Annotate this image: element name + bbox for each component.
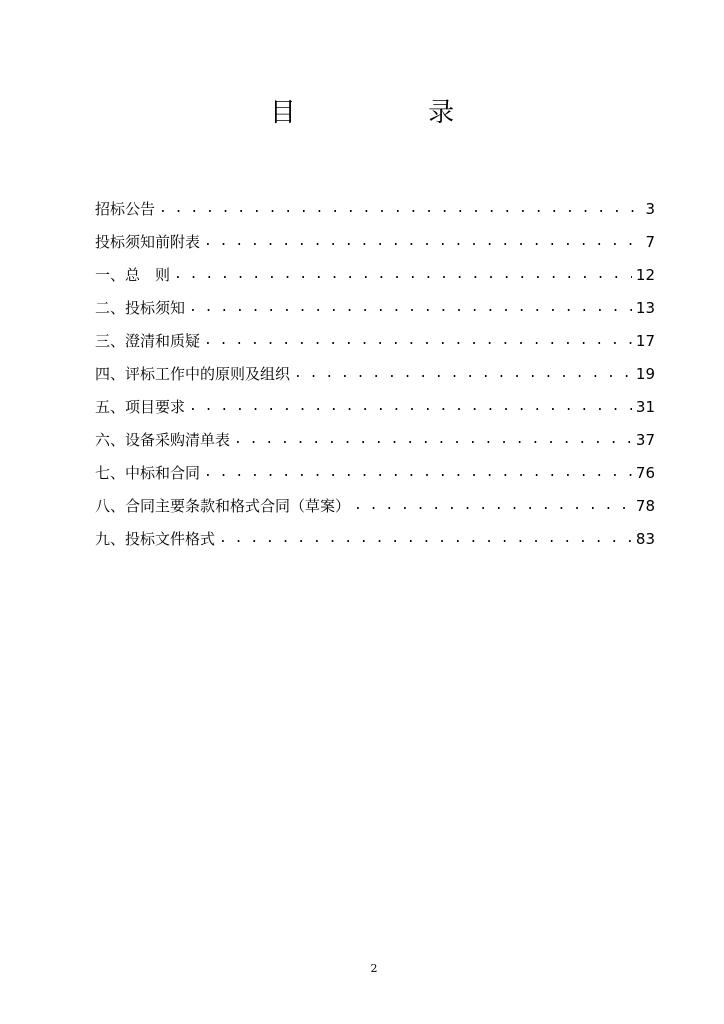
toc-entry-page: 13 xyxy=(635,299,655,317)
toc-entry-number: 一、 xyxy=(95,266,126,284)
toc-entry-label: 招标公告 xyxy=(95,200,156,218)
toc-entry[interactable] xyxy=(95,296,655,329)
toc-leader-dots xyxy=(204,461,632,485)
toc-entry-label: 项目要求 xyxy=(125,398,186,416)
toc-entry-label: 投标文件格式 xyxy=(125,530,216,548)
toc-leader-dots xyxy=(159,197,641,221)
toc-entry-page: 83 xyxy=(635,530,655,548)
page-number: 2 xyxy=(370,962,378,975)
toc-entry[interactable] xyxy=(95,263,655,296)
toc-entry-number: 八、 xyxy=(95,497,126,515)
toc-entry-label: 设备采购清单表 xyxy=(125,431,231,449)
toc-leader-dots xyxy=(204,230,641,254)
toc-entry-number: 二、 xyxy=(95,299,126,317)
toc-entry[interactable] xyxy=(95,395,655,428)
toc-entry-number: 六、 xyxy=(95,431,126,449)
toc-entry[interactable] xyxy=(95,461,655,494)
toc-leader-dots xyxy=(189,395,632,419)
toc-leader-dots xyxy=(204,329,632,353)
toc-entry-number: 四、 xyxy=(95,365,126,383)
toc-entry[interactable] xyxy=(95,428,655,461)
table-of-contents xyxy=(95,197,655,560)
toc-entry[interactable] xyxy=(95,362,655,395)
toc-leader-dots xyxy=(189,296,632,320)
toc-entry-label: 投标须知前附表 xyxy=(95,233,201,251)
toc-entry[interactable] xyxy=(95,197,655,230)
toc-leader-dots xyxy=(174,263,632,287)
toc-entry-page: 17 xyxy=(635,332,655,350)
toc-entry-label: 投标须知 xyxy=(125,299,186,317)
toc-entry-label: 总 则 xyxy=(125,266,171,284)
toc-entry-number: 七、 xyxy=(95,464,126,482)
toc-title: 目 录 xyxy=(269,98,517,128)
toc-entry-page: 37 xyxy=(635,431,655,449)
toc-entry[interactable] xyxy=(95,494,655,527)
toc-entry[interactable] xyxy=(95,329,655,362)
toc-entry[interactable] xyxy=(95,527,655,560)
toc-entry-page: 76 xyxy=(635,464,655,482)
toc-entry-label: 合同主要条款和格式合同（草案） xyxy=(125,497,351,515)
toc-entry-page: 78 xyxy=(635,497,655,515)
toc-entry-label: 评标工作中的原则及组织 xyxy=(125,365,291,383)
toc-leader-dots xyxy=(234,428,632,452)
toc-entry-page: 31 xyxy=(635,398,655,416)
toc-leader-dots xyxy=(294,362,632,386)
toc-entry-label: 澄清和质疑 xyxy=(125,332,201,350)
toc-entry-page: 12 xyxy=(635,266,655,284)
toc-leader-dots xyxy=(219,527,632,551)
toc-entry-number: 三、 xyxy=(95,332,126,350)
toc-entry-label: 中标和合同 xyxy=(125,464,201,482)
toc-entry-page: 19 xyxy=(635,365,655,383)
toc-entry-number: 五、 xyxy=(95,398,126,416)
toc-entry[interactable] xyxy=(95,230,655,263)
toc-entry-page: 3 xyxy=(645,200,655,218)
toc-entry-page: 7 xyxy=(645,233,655,251)
toc-entry-number: 九、 xyxy=(95,530,126,548)
toc-leader-dots xyxy=(354,494,632,518)
